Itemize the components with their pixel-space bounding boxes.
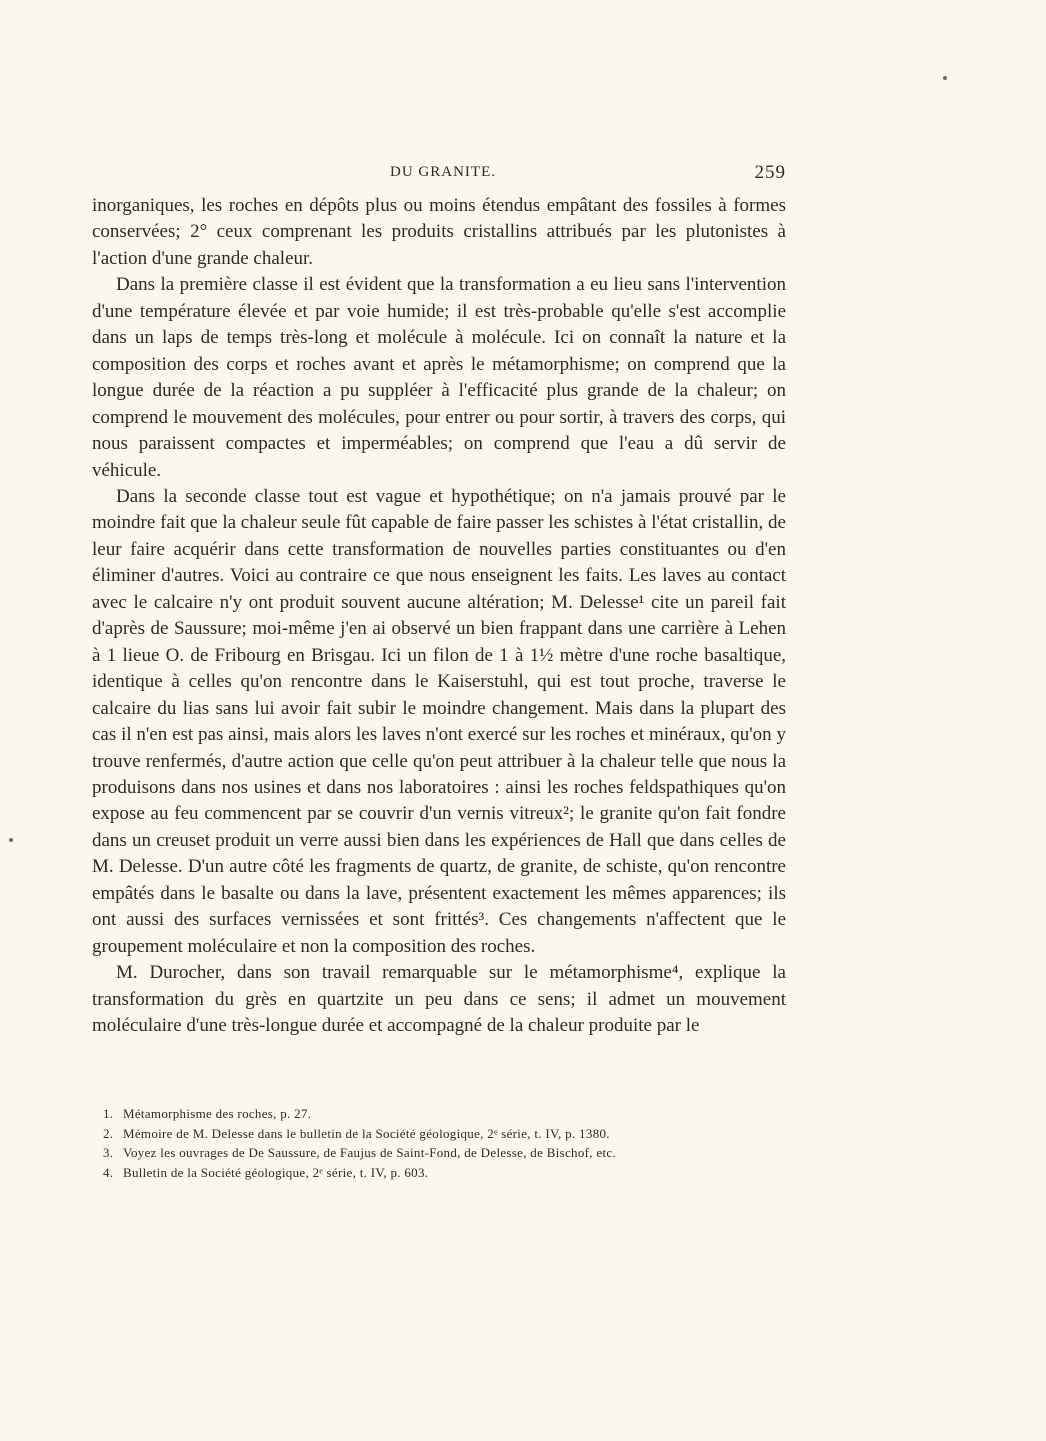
footnote-text: Voyez les ouvrages de De Saussure, de Faujus de Saint-Fond, de Delesse, de Bischof, etc. xyxy=(123,1145,616,1160)
footnote-number: 1. xyxy=(103,1106,114,1121)
footnote-number: 2. xyxy=(103,1125,114,1141)
paper-speck xyxy=(943,76,947,80)
footnotes xyxy=(103,1104,783,1182)
footnote-number: 3. xyxy=(103,1145,114,1160)
footnote xyxy=(103,1124,783,1144)
running-head-title: DU GRANITE. xyxy=(390,164,496,180)
paper-speck xyxy=(9,838,13,842)
footnote xyxy=(103,1143,783,1163)
paragraph: M. Durocher, dans son travail remarquable sur le métamorphisme⁴, explique la transformation du grès en quartzite un peu dans ce sens; il admet un mouvement moléculaire d'une très-longue durée et accompagné de la chaleur produite par le xyxy=(92,962,786,1037)
paragraph: Dans la seconde classe tout est vague et hypothétique; on n'a jamais prouvé par le moindre fait que la chaleur seule fût capable de faire passer les schistes à l'état cristallin, de leur faire acquérir dans cette transformation de nouvelles parties constituantes ou d'en éliminer d'autres. Voici au contraire ce que nous enseignent les faits. Les laves au contact avec le calcaire n'y ont produit souvent aucune altération; M. Delesse¹ cite un pareil fait d'après de Saussure; moi-même j'en ai observé un bien frappant dans une carrière à Lehen à 1 lieue O. de Fribourg en Brisgau. Ici un filon de 1 à 1½ mètre d'une roche basaltique, identique à celles qu'on rencontre dans le Kaiserstuhl, qui est tout proche, traverse le calcaire du lias sans lui avoir fait subir le moindre changement. Mais dans la plupart des cas il n'en est pas ainsi, mais alors les laves n'ont exercé sur les roches et minéraux, qu'on y trouve renfermés, d'autre action que celle qu'on peut attribuer à la chaleur telle que nous la produisons dans nos usines et dans nos laboratoires : ainsi les roches feldspathiques qu'on expose au feu commencent par se couvrir d'un vernis vitreux²; le granite qu'on fait fondre dans un creuset produit un verre aussi bien dans les expériences de Hall que dans celles de M. Delesse. D'un autre côté les fragments de quartz, de granite, de schiste, qu'on rencontre empâtés dans le basalte ou dans la lave, présentent exactement les mêmes apparences; ils ont aussi des surfaces vernissées et sont frittés³. Ces changements n'affectent que le groupement moléculaire et non la composition des roches. xyxy=(92,485,786,957)
page-number: 259 xyxy=(754,162,786,183)
footnote xyxy=(103,1163,783,1183)
footnote-text: Métamorphisme des roches, p. 27. xyxy=(123,1106,312,1121)
footnote-text: Mémoire de M. Delesse dans le bulletin de la Société géologique, 2ᵉ série, t. IV, p. 1380. xyxy=(123,1125,610,1141)
running-head xyxy=(92,162,786,184)
footnote-number: 4. xyxy=(103,1164,114,1180)
paragraph: Dans la première classe il est évident que la transformation a eu lieu sans l'intervention d'une température élevée et par voie humide; il est très-probable qu'elle s'est accomplie dans un laps de temps très-long et molécule à molécule. Ici on connaît la nature et la composition des corps et roches avant et après le métamorphisme; on comprend que la longue durée de la réaction a pu suppléer à l'efficacité plus grande de la chaleur; on comprend le mouvement des molécules, pour entrer ou pour sortir, à travers des corps, qui nous paraissent compactes et imperméables; on comprend que l'eau a dû servir de véhicule. xyxy=(92,274,786,481)
footnote-text: Bulletin de la Société géologique, 2ᵉ série, t. IV, p. 603. xyxy=(123,1164,429,1180)
paragraph: inorganiques, les roches en dépôts plus ou moins étendus empâtant des fossiles à formes conservées; 2° ceux comprenant les produits cristallins attribués par les plutonistes à l'action d'une grande chaleur. xyxy=(92,195,786,269)
body-text xyxy=(92,193,786,1040)
footnote xyxy=(103,1104,783,1124)
